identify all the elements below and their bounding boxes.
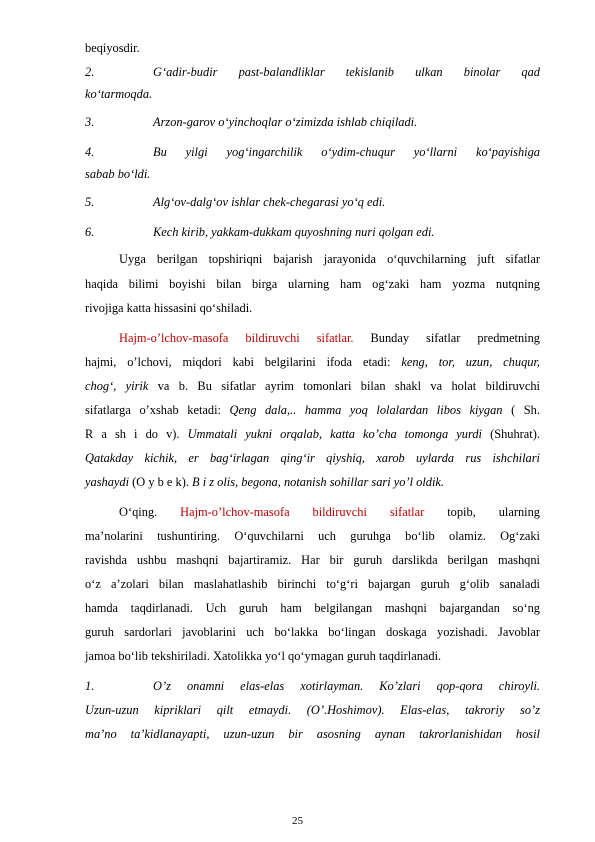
line-text: ma’nolarini tushuntiring. O‘quvchilarni uch guruhga bo‘lib olamiz. Og‘zaki [85, 529, 540, 543]
list-text: Bu yilgi yog‘ingarchilik o‘ydim-chuqur yo‘llarni ko‘payishiga [153, 145, 540, 159]
line-text: haqida bilimi boyishi bilan birga ularning ham og‘zaki ham yozma nutqning [85, 277, 540, 291]
list-item-3 [85, 114, 540, 130]
example-sentence: Ummatali yukni orqalab, katta ko’cha tomonga yurdi [187, 427, 482, 441]
line-text: ma’no ta’kidlanayapti, uzun-uzun bir asosning aynan takrorlanishidan hosil [85, 727, 540, 741]
example-sentence: Qatakday kichik, er bag‘irlagan qing‘ir qiyshiq, xarob uylarda rus ishchilari [85, 451, 540, 465]
line-text: rivojiga katta hissasini qo‘shiladi. [85, 301, 253, 315]
list-item-4 [85, 144, 540, 160]
line-text: sifatlarga o’xshab ketadi: [85, 403, 221, 417]
line-text: ( Sh. [511, 403, 540, 417]
list-number: 2. [85, 65, 95, 79]
paragraph-line [85, 624, 540, 640]
term-highlight: Hajm-o’lchov-masofa bildiruvchi sifatlar. [119, 331, 354, 345]
line-text: jamoa bo‘lib tekshiriladi. Xatolikka yo‘l qo‘ymagan guruh taqdirlanadi. [85, 649, 442, 663]
line-text: beqiyosdir. [85, 41, 140, 55]
line-text: Uyga berilgan topshiriqni bajarish jarayonida o‘quvchilarning juft sifatlar [119, 252, 540, 266]
text-line [85, 40, 540, 56]
paragraph-line [85, 528, 540, 544]
line-text: hajmi, o’lchovi, miqdori kabi belgilarini ifoda etadi: [85, 355, 391, 369]
list-item-5 [85, 194, 540, 210]
paragraph-line [85, 576, 540, 592]
list-text: Arzon-garov o‘yinchoqlar o‘zimizda ishlab chiqiladi. [153, 115, 418, 129]
line-text: O‘qing. [119, 505, 158, 519]
line-text: hamda taqdirlanadi. Uch guruh ham belgilangan mashqni bajargandan so‘ng [85, 601, 540, 615]
line-text: guruh sardorlari javoblarini uch bo‘lakka bo‘lingan doskaga yozishadi. Javoblar [85, 625, 540, 639]
list-text: O’z onamni elas-elas xotirlayman. Ko’zlari qop-qora chiroyli. [153, 679, 540, 693]
paragraph-line [85, 402, 540, 418]
line-text: ravishda ushbu mashqni bajartiramiz. Har bir guruh darslikda berilgan mashqni [85, 553, 540, 567]
line-text: sabab bo‘ldi. [85, 167, 151, 181]
line-text: Uzun-uzun kipriklari qilt etmaydi. (O’.Hoshimov). Elas-elas, takroriy so’z [85, 703, 540, 717]
example-words: chog‘, yirik [85, 379, 149, 393]
line-text: (O y b e k). [132, 475, 189, 489]
paragraph-line [85, 450, 540, 466]
list-item-6 [85, 224, 540, 240]
line-text: o‘z a’zolari bilan maslahatlashib birinchi to‘g‘ri bajargan guruh g‘olib sanaladi [85, 577, 540, 591]
line-text: topib, ularning [447, 505, 540, 519]
line-text: va b. Bu sifatlar ayrim tomonlari bilan shakl va holat bildiruvchi [157, 379, 540, 393]
example-sentence: Qeng dala,.. hamma yoq lolalardan libos kiygan [229, 403, 503, 417]
paragraph-line [85, 648, 540, 664]
paragraph-line [85, 726, 540, 742]
list-item-1 [85, 678, 540, 694]
line-text: (Shuhrat). [490, 427, 540, 441]
list-number: 6. [85, 225, 95, 239]
line-text: R a sh i do v). [85, 427, 180, 441]
list-item-2 [85, 64, 540, 80]
paragraph-line [85, 354, 540, 370]
example-sentence: B i z olis, begona, notanish sohillar sari yo’l oldik. [192, 475, 444, 489]
paragraph-line [85, 504, 540, 520]
page-number: 25 [292, 815, 303, 827]
list-text: Kech kirib, yakkam-dukkam quyoshning nuri qolgan edi. [153, 225, 435, 239]
list-number: 1. [85, 679, 95, 693]
paragraph-line [85, 600, 540, 616]
list-item-continuation [85, 86, 540, 102]
list-number: 5. [85, 195, 95, 209]
list-number: 4. [85, 145, 95, 159]
list-text: G‘adir-budir past-balandliklar tekislanib ulkan binolar qad [153, 65, 540, 79]
paragraph-line [85, 552, 540, 568]
paragraph-line [85, 330, 540, 346]
example-sentence: yashaydi [85, 475, 130, 489]
list-item-continuation [85, 166, 540, 182]
line-text: Bunday sifatlar predmetning [370, 331, 540, 345]
line-text: ko‘tarmoqda. [85, 87, 153, 101]
paragraph-line [85, 426, 540, 442]
list-text: Alg‘ov-dalg‘ov ishlar chek-chegarasi yo‘q edi. [153, 195, 386, 209]
paragraph-line [85, 300, 540, 316]
list-number: 3. [85, 115, 95, 129]
example-words: keng, tor, uzun, chuqur, [401, 355, 541, 369]
paragraph-line [85, 474, 540, 490]
paragraph-line [85, 251, 540, 267]
term-highlight: Hajm-o’lchov-masofa bildiruvchi sifatlar [180, 505, 425, 519]
paragraph-line [85, 378, 540, 394]
paragraph-line [85, 702, 540, 718]
paragraph-line [85, 276, 540, 292]
